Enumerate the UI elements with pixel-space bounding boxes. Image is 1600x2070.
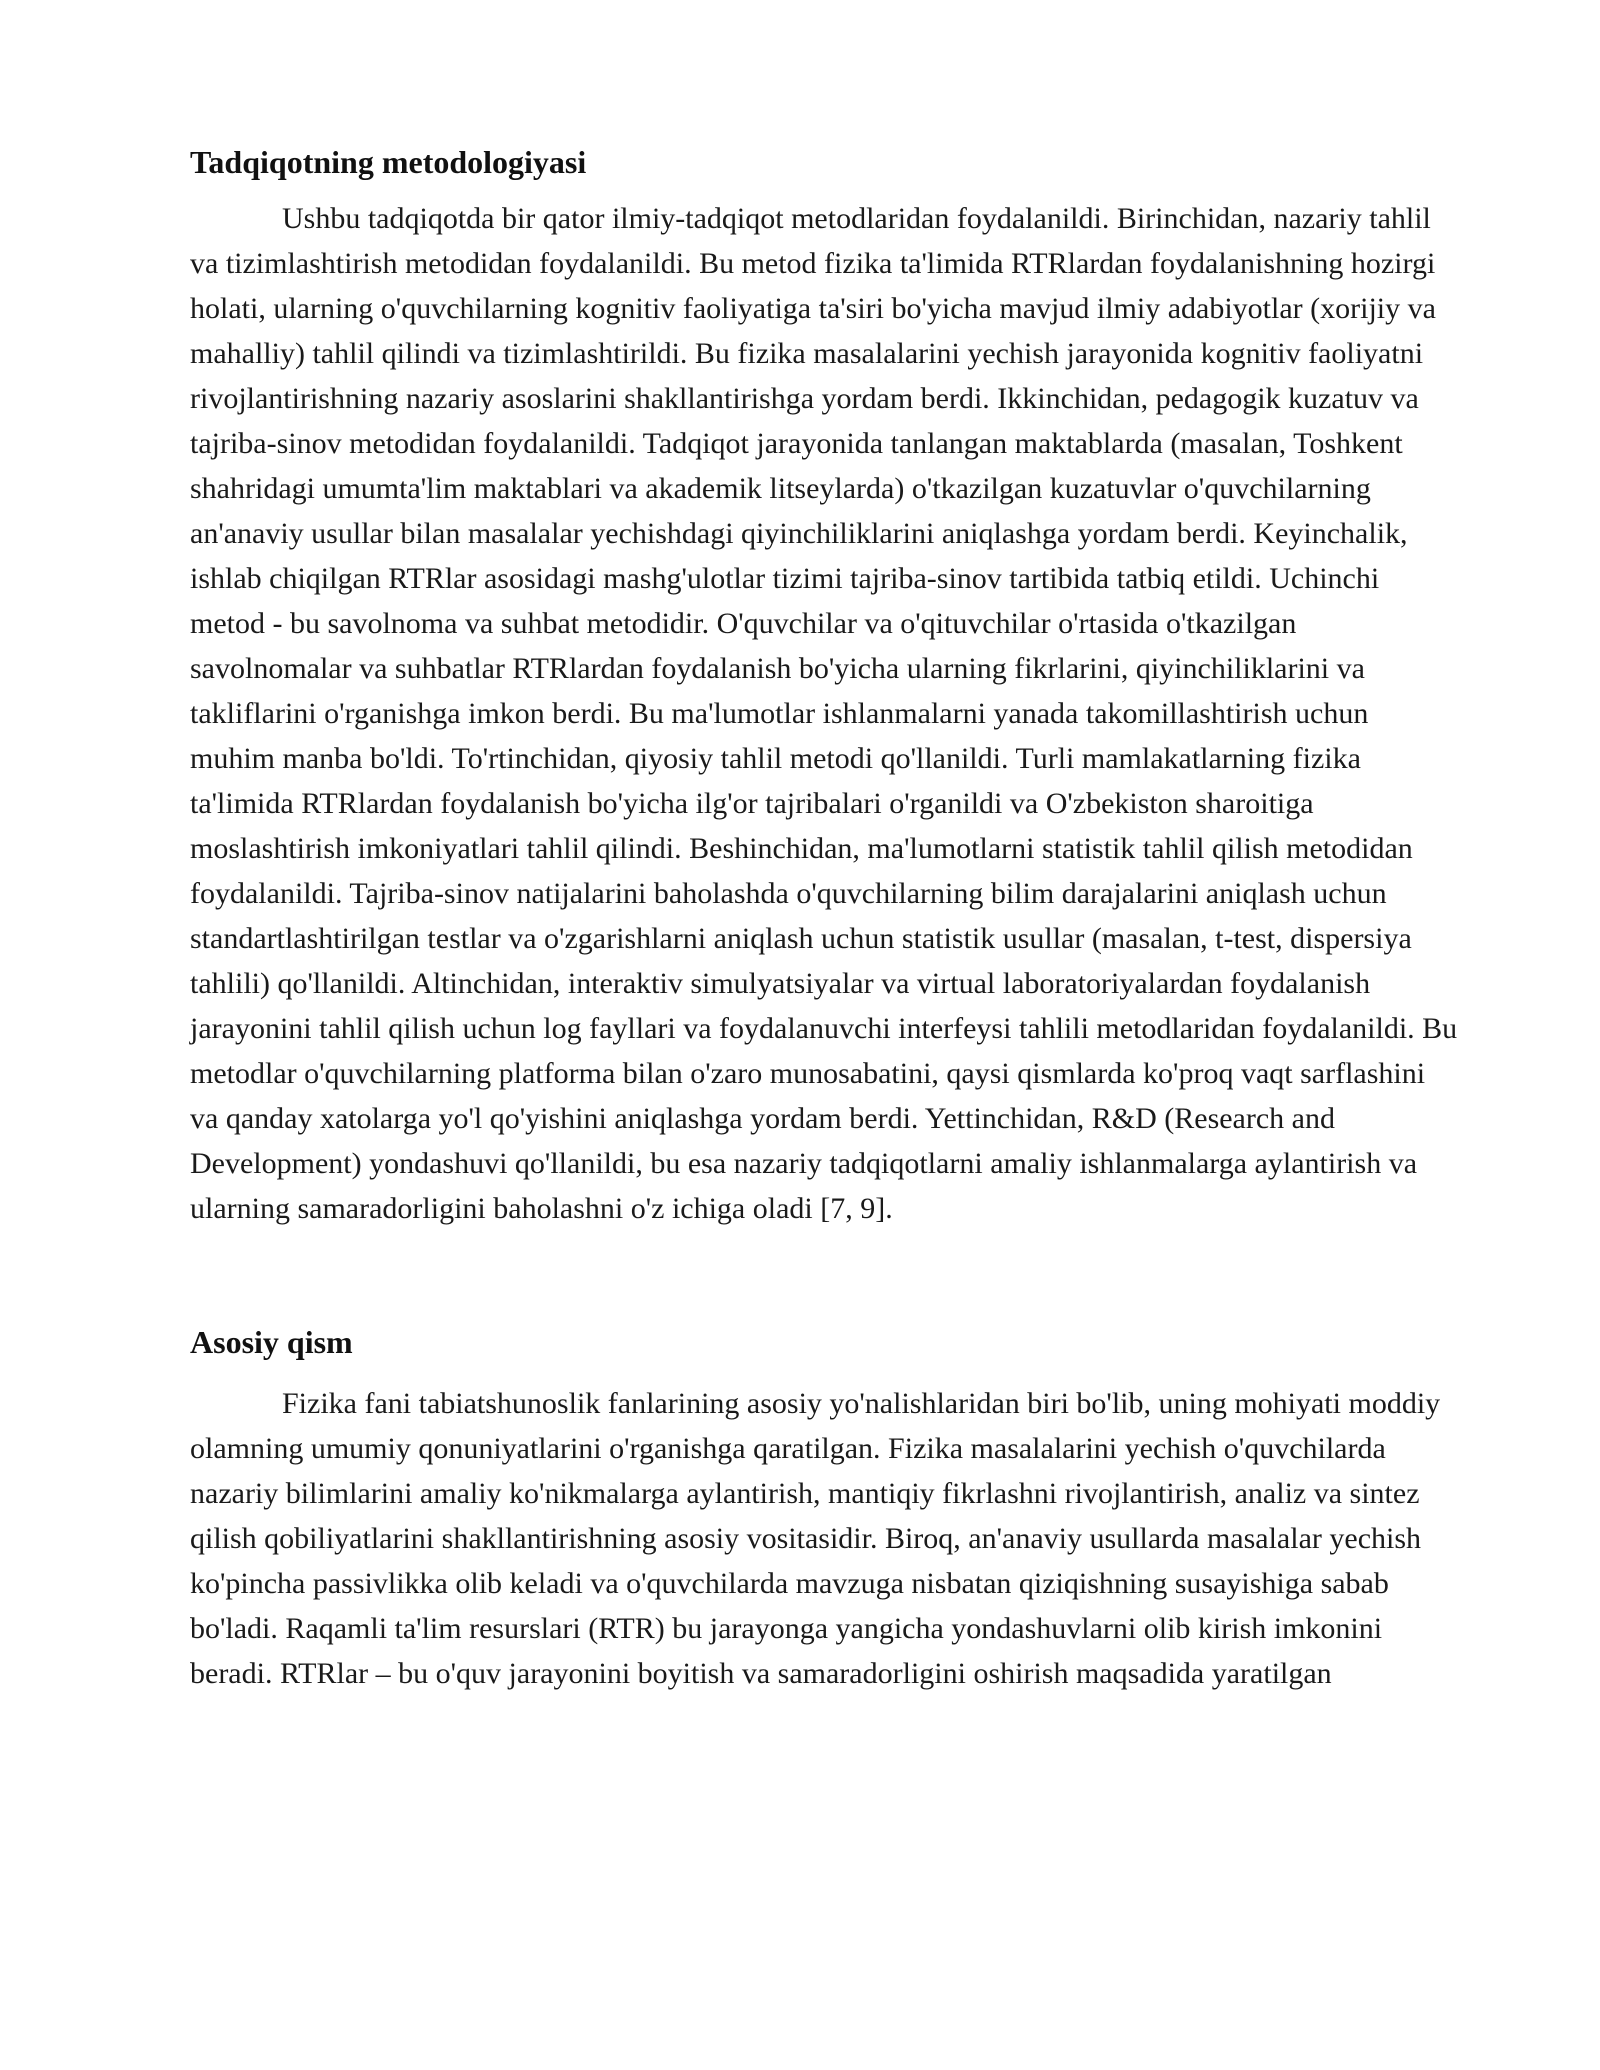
section-heading-methodology: Tadqiqotning metodologiyasi bbox=[190, 144, 587, 180]
document-page bbox=[190, 138, 1460, 1696]
section-heading-main-part: Asosiy qism bbox=[190, 1324, 353, 1360]
section-paragraph-methodology: Ushbu tadqiqotda bir qator ilmiy-tadqiqot metodlaridan foydalanildi. Birinchidan, nazariy tahlil va tizimlashtirish metodidan foydalanildi. Bu metod fizika ta'limida RTRlardan foydalanishning hozirgi holati, ularning o'quvchilarning kognitiv faoliyatiga ta'siri bo'yicha mavjud ilmiy adabiyotlar (xorijiy va mahalliy) tahlil qilindi va tizimlashtirildi. Bu fizika masalalarini yechish jarayonida kognitiv faoliyatni rivojlantirishning nazariy asoslarini shakllantirishga yordam berdi. Ikkinchidan, pedagogik kuzatuv va tajriba-sinov metodidan foydalanildi. Tadqiqot jarayonida tanlangan maktablarda (masalan, Toshkent shahridagi umumta'lim maktablari va akademik litseylarda) o'tkazilgan kuzatuvlar o'quvchilarning an'anaviy usullar bilan masalalar yechishdagi qiyinchiliklarini aniqlashga yordam berdi. Keyinchalik, ishlab chiqilgan RTRlar asosidagi mashg'ulotlar tizimi tajriba-sinov tartibida tatbiq etildi. Uchinchi metod - bu savolnoma va suhbat metodidir. O'quvchilar va o'qituvchilar o'rtasida o'tkazilgan savolnomalar va suhbatlar RTRlardan foydalanish bo'yicha ularning fikrlarini, qiyinchiliklarini va takliflarini o'rganishga imkon berdi. Bu ma'lumotlar ishlanmalarni yanada takomillashtirish uchun muhim manba bo'ldi. To'rtinchidan, qiyosiy tahlil metodi qo'llanildi. Turli mamlakatlarning fizika ta'limida RTRlardan foydalanish bo'yicha ilg'or tajribalari o'rganildi va O'zbekiston sharoitiga moslashtirish imkoniyatlari tahlil qilindi. Beshinchidan, ma'lumotlarni statistik tahlil qilish metodidan foydalanildi. Tajriba-sinov natijalarini baholashda o'quvchilarning bilim darajalarini aniqlash uchun standartlashtirilgan testlar va o'zgarishlarni aniqlash uchun statistik usullar (masalan, t-test, dispersiya tahlili) qo'llanildi. Altinchidan, interaktiv simulyatsiyalar va virtual laboratoriyalardan foydalanish jarayonini tahlil qilish uchun log fayllari va foydalanuvchi interfeysi tahlili metodlaridan foydalanildi. Bu metodlar o'quvchilarning platforma bilan o'zaro munosabatini, qaysi qismlarda ko'proq vaqt sarflashini va qanday xatolarga yo'l qo'yishini aniqlashga yordam berdi. Yettinchidan, R&D (Research and Development) yondashuvi qo'llanildi, bu esa nazariy tadqiqotlarni amaliy ishlanmalarga aylantirish va ularning samaradorligini baholashni o'z ichiga oladi [7, 9]. bbox=[190, 202, 1458, 1225]
section-paragraph-main-part: Fizika fani tabiatshunoslik fanlarining asosiy yo'nalishlaridan biri bo'lib, uning mohiyati moddiy olamning umumiy qonuniyatlarini o'rganishga qaratilgan. Fizika masalalarini yechish o'quvchilarda nazariy bilimlarini amaliy ko'nikmalarga aylantirish, mantiqiy fikrlashni rivojlantirish, analiz va sintez qilish qobiliyatlarini shakllantirishning asosiy vositasidir. Biroq, an'anaviy usullarda masalalar yechish ko'pincha passivlikka olib keladi va o'quvchilarda mavzuga nisbatan qiziqishning susayishiga sabab bo'ladi. Raqamli ta'lim resurslari (RTR) bu jarayonga yangicha yondashuvlarni olib kirish imkonini beradi. RTRlar – bu o'quv jarayonini boyitish va samaradorligini oshirish maqsadida yaratilgan bbox=[190, 1387, 1441, 1690]
